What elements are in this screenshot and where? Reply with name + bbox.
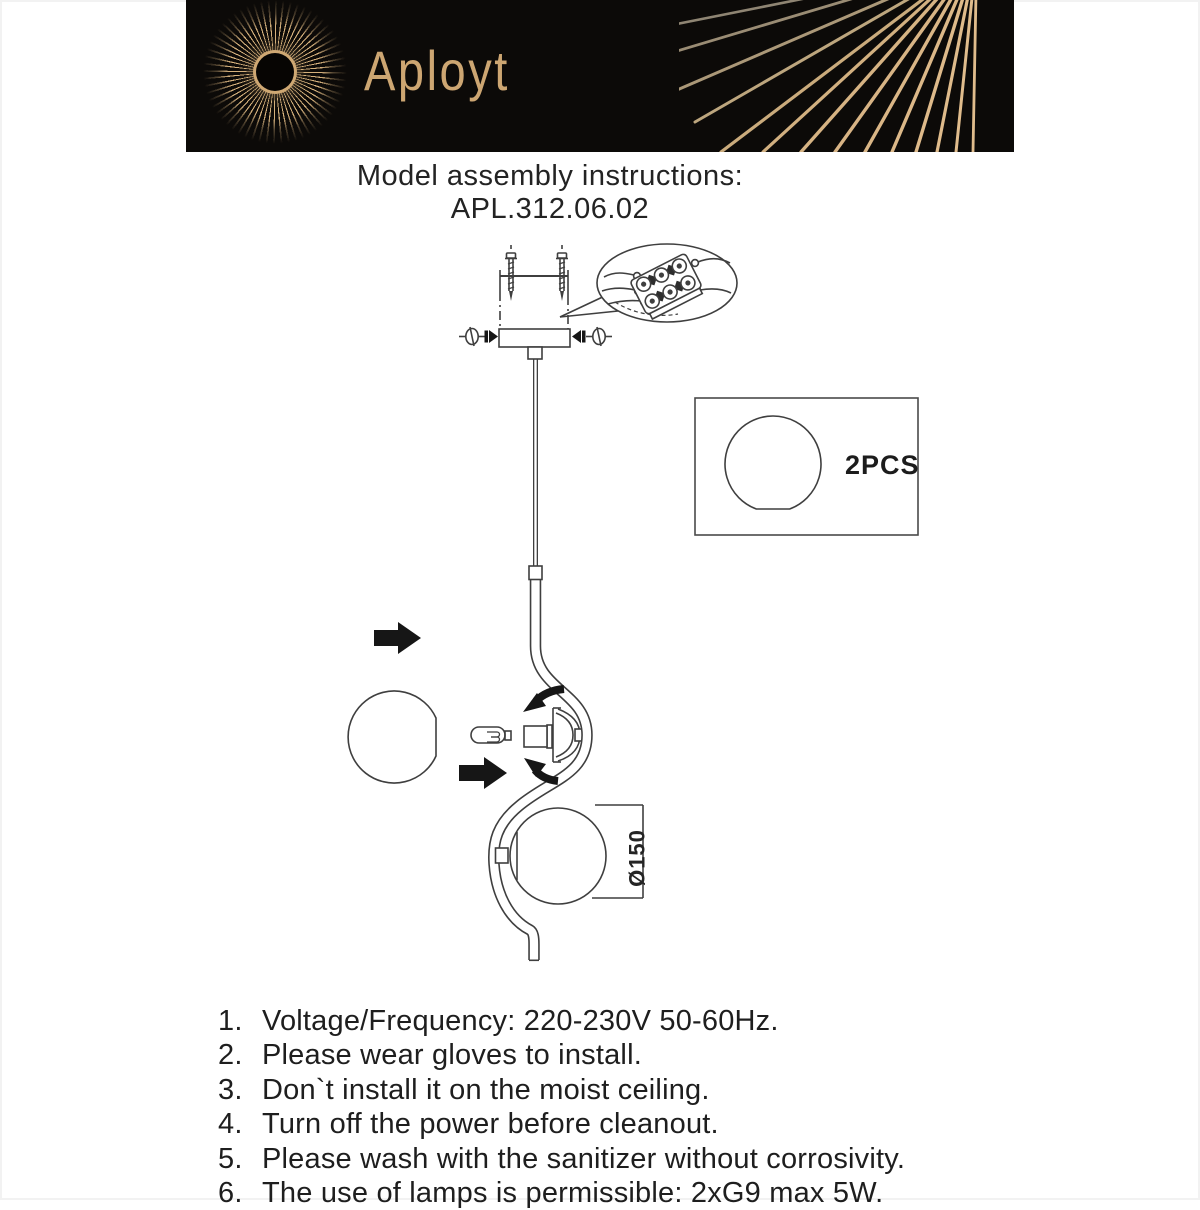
instruction-item xyxy=(218,1073,905,1107)
rod-coupler xyxy=(529,566,542,580)
glass-globe-loose xyxy=(348,691,436,783)
instruction-number: 4. xyxy=(218,1108,243,1141)
instruction-text: Turn off the power before cleanout. xyxy=(262,1108,719,1141)
instruction-number: 3. xyxy=(218,1073,243,1106)
ceiling-canopy xyxy=(459,327,612,347)
title-line2: APL.312.06.02 xyxy=(450,193,650,225)
instruction-item xyxy=(218,1142,905,1176)
screw-right xyxy=(556,245,568,301)
dimension-label: Ø150 xyxy=(624,829,650,887)
instruction-number: 1. xyxy=(218,1005,243,1037)
instructions-list xyxy=(218,1004,905,1210)
rod-top-connector xyxy=(528,347,542,359)
direction-arrow-upper xyxy=(374,622,421,654)
parts-count-label: 2PCS xyxy=(845,450,920,480)
side-screw-left xyxy=(459,327,498,346)
screw-left xyxy=(505,245,517,301)
instruction-number: 6. xyxy=(218,1177,243,1210)
instruction-item xyxy=(218,1176,905,1210)
instruction-text: Don`t install it on the moist ceiling. xyxy=(262,1073,710,1106)
instruction-number: 2. xyxy=(218,1039,243,1072)
wiring-detail-balloon xyxy=(560,244,737,322)
parts-box xyxy=(695,398,920,535)
title-line1: Model assembly instructions: xyxy=(356,160,744,192)
glass-globe-mounted xyxy=(496,808,607,904)
parts-globe xyxy=(725,416,821,509)
instruction-text: Voltage/Frequency: 220-230V 50-60Hz. xyxy=(262,1005,779,1037)
instruction-number: 5. xyxy=(218,1142,243,1175)
instruction-item xyxy=(218,1004,905,1038)
lamp-socket xyxy=(524,725,552,748)
side-screw-right xyxy=(572,327,612,346)
instruction-item xyxy=(218,1038,905,1072)
direction-arrow-lower xyxy=(459,757,507,789)
g9-bulb xyxy=(471,727,511,743)
instruction-text: Please wear gloves to install. xyxy=(262,1039,642,1072)
ceiling-screws xyxy=(505,245,568,301)
instruction-text: Please wash with the sanitizer without corrosivity. xyxy=(262,1142,906,1175)
brand-wordmark: Aployt xyxy=(364,39,510,102)
instruction-item xyxy=(218,1107,905,1141)
instruction-text: The use of lamps is permissible: 2xG9 max 5W. xyxy=(262,1177,884,1210)
